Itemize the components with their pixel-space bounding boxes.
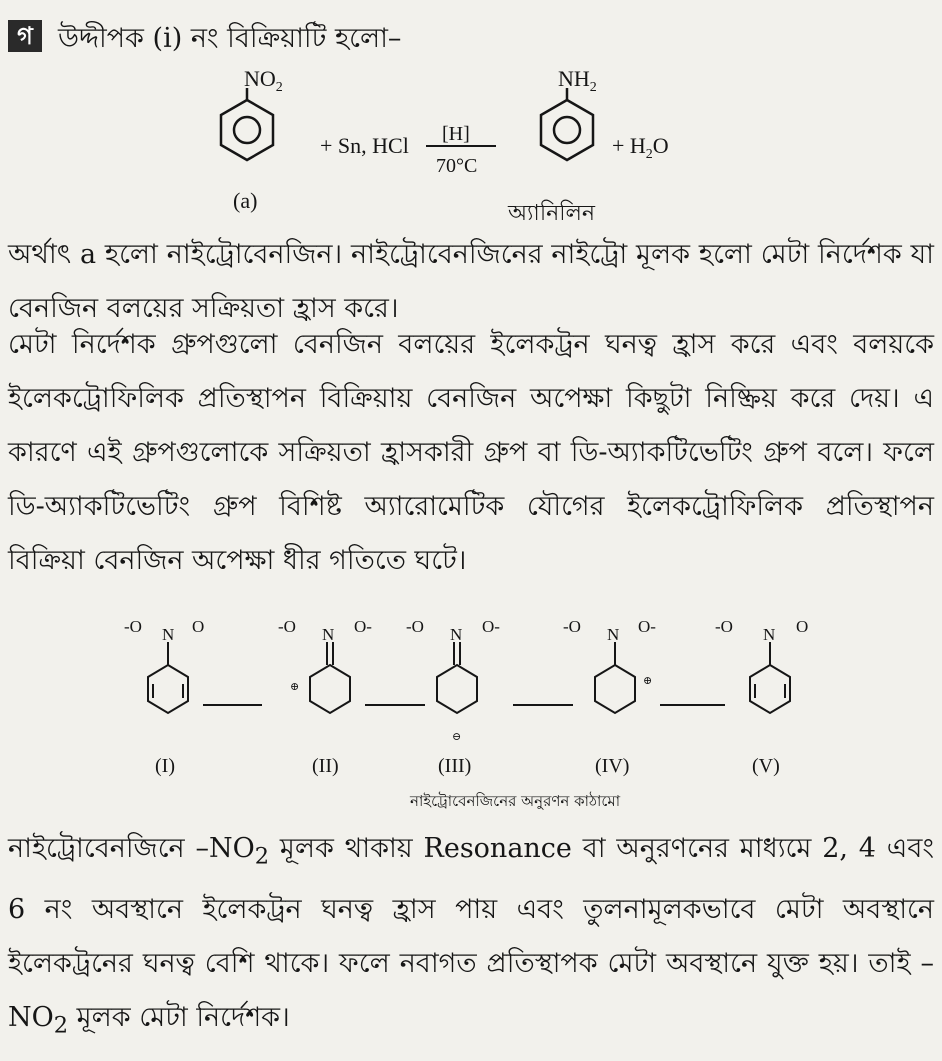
svg-text:-O: -O (278, 617, 296, 636)
svg-text:-O: -O (715, 617, 733, 636)
svg-text:⊖: ⊖ (452, 731, 462, 743)
svg-text:N: N (162, 625, 175, 644)
resonance-label-4: (IV) (595, 755, 630, 777)
svg-text:O: O (192, 617, 205, 636)
svg-text:N: N (607, 625, 620, 644)
byproduct: + $H_2O$ (612, 133, 669, 162)
condition-top: [H] (442, 123, 470, 145)
product-name: অ্যানিলিন (508, 200, 596, 225)
reactant-label: (a) (233, 188, 258, 213)
paragraph-2: মেটা নির্দেশক গ্রুপগুলো বেনজিন বলয়ের ইলেকট্রন ঘনত্ব হ্রাস করে এবং বলয়কে ইলেকট্রোফিলিক প্রতিস্থাপন বিক্রিয়ায় বেনজিন অপেক্ষা কিছুটা নিষ্ক্রিয় করে দেয়। এ কারণে এই গ্রুপগুলোকে সক্রিয়তা হ্রাসকারী গ্রুপ বা ডি-অ্যাকটিভেটিং গ্রুপ বলে। ফলে ডি-অ্যাকটিভেটিং গ্রুপ বিশিষ্ট অ্যারোমেটিক যৌগের ইলেকট্রোফিলিক প্রতিস্থাপন বিক্রিয়া বেনজিন অপেক্ষা ধীর গতিতে ঘটে। (8, 329, 934, 576)
resonance-structures (148, 642, 790, 713)
reactant-group: $NO_2$ (244, 66, 283, 95)
svg-text:O: O (796, 617, 809, 636)
svg-text:⊕: ⊕ (290, 681, 300, 693)
subscript-2b: 2 (53, 1012, 69, 1039)
product-group: $NH_2$ (558, 66, 597, 95)
svg-text:N: N (763, 625, 776, 644)
paragraph-3-b: মূলক থাকায় Resonance বা অনুরণনের মাধ্যমে 2, 4 এবং 6 নং অবস্থানে ইলেকট্রন ঘনত্ব হ্রাস পায় এবং তুলনামূলকভাবে মেটা অবস্থানে ইলেকট্রনের ঘনত্ব বেশি থাকে। ফলে নবাগত প্রতিস্থাপক মেটা অবস্থানে যুক্ত হয়। তাই –NO (8, 833, 934, 1034)
section-heading: উদ্দীপক (i) নং বিক্রিয়াটি হলো– (58, 23, 402, 54)
condition-bottom: 70°C (436, 155, 478, 177)
aniline-ring (541, 100, 593, 160)
svg-text:-O: -O (563, 617, 581, 636)
svg-text:O-: O- (638, 617, 656, 636)
svg-text:N: N (450, 625, 463, 644)
svg-text:O-: O- (354, 617, 372, 636)
paragraph-3 (8, 822, 934, 1053)
svg-text:-O: -O (124, 617, 142, 636)
resonance-label-3: (III) (438, 755, 472, 777)
svg-text:O-: O- (482, 617, 500, 636)
resonance-label-5: (V) (752, 755, 780, 777)
paragraph-3-c: মূলক মেটা নির্দেশক। (68, 1002, 290, 1034)
svg-text:N: N (322, 625, 335, 644)
section-badge: গ (8, 20, 42, 52)
paragraph-1: অর্থাৎ a হলো নাইট্রোবেনজিন। নাইট্রোবেনজিনের নাইট্রো মূলক হলো মেটা নির্দেশক যা বেনজিন বলয়ের সক্রিয়তা হ্রাস করে। (8, 239, 934, 324)
svg-text:⊕: ⊕ (643, 675, 653, 687)
svg-text:-O: -O (406, 617, 424, 636)
resonance-caption: নাইট্রোবেনজিনের অনুরণন কাঠামো (410, 792, 621, 810)
reagents: + Sn, HCl (320, 133, 409, 158)
resonance-label-2: (II) (312, 755, 339, 777)
paragraph-3-a: নাইট্রোবেনজিনে –NO (8, 833, 255, 864)
nitrobenzene-ring (221, 100, 273, 160)
subscript-2: 2 (254, 843, 270, 870)
resonance-label-1: (I) (155, 755, 175, 777)
